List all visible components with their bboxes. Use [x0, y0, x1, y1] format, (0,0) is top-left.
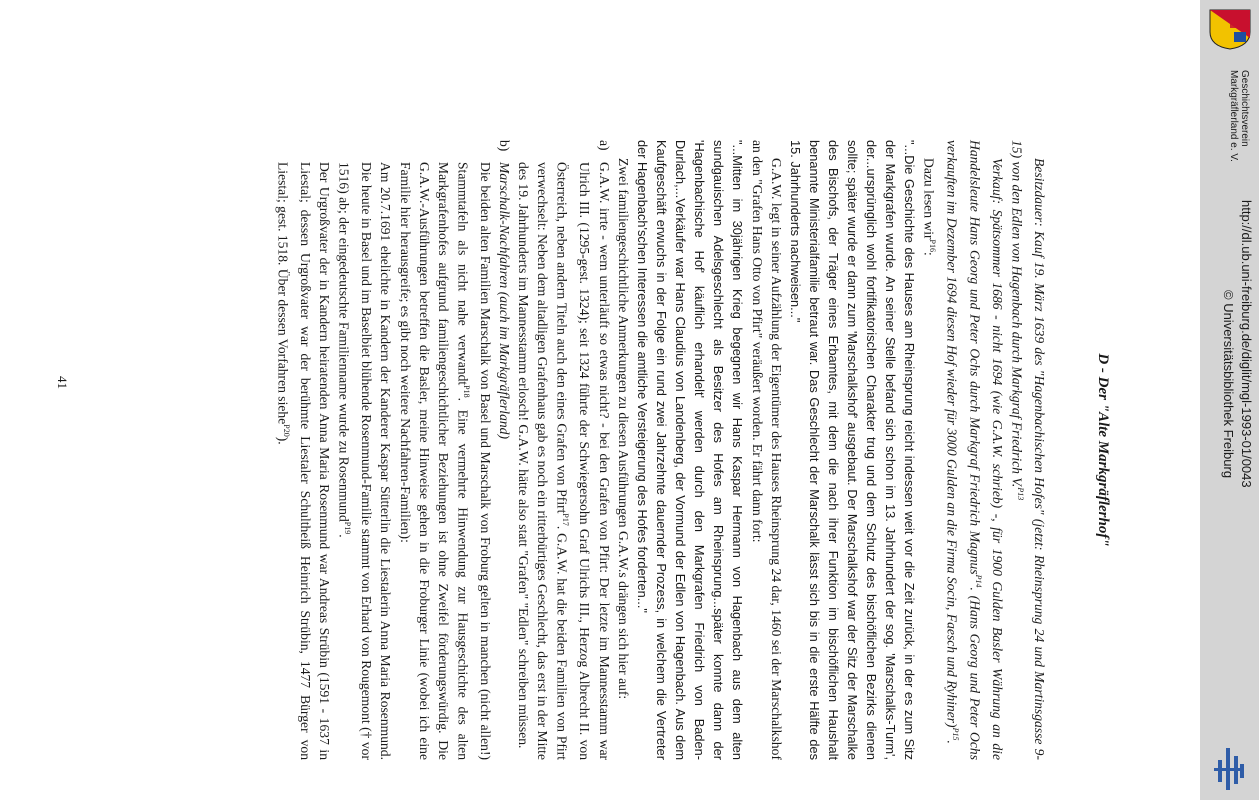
item-b-title: Marschalk-Nachfahren (auch im Markgräflerland): [497, 162, 513, 439]
coat-of-arms-logo: [1208, 8, 1252, 50]
paragraph-besitzdauer: Besitzdauer: Kauf 19. März 1639 des "Hagenbachischen Hofes" (jetzt: Rheinsprung 24 und Martinsgasse 9-15) von den Edlen von Hagenbach durch Markgraf Friedrich V.$^{P13}$: [1009, 140, 1047, 760]
source-url: http://dl.ub.uni-freiburg.de/diglit/mgl-1993-01/0043: [1239, 200, 1254, 488]
list-item-a: a) G.A.W. irrte - wem unterläuft so etwas nicht? - bei den Grafen von Pfirt: Der letzte im Mannesstamm war Ulrich III. (1295-gest. 1324); seit 1324 führte der Schwiegersohn Graf Ulrichs III., Herzog Albrecht II. von Österreich, neben andern Titeln auch den eines Grafen von Pfirt$^{P17}$. G.A.W. hat die beiden Familien von Pfirt verwechselt: Neben dem altadligen Grafenhaus gab es noch ein ritterbürtiges Geschlecht, das erst in der Mitte des 19. Jahrhunderts im Mannesstamm erlosch! G.A.W. hätte also statt "Grafen" "Edlen" schreiben müssen.: [516, 140, 612, 760]
sidebar-strip: [1200, 0, 1259, 800]
list-item-b: b) Marschalk-Nachfahren (auch im Markgräflerland) Die beiden alten Familien Marschalk von Basel und Marschalk von Froburg gelten in manchen (nicht allen!) Stammtafeln als nicht nahe verwandt$^{P18}$. Eine vermehrte Hinwendung zur Hausgeschichte des alten Markgrafenhofes aufgrund familiengeschichtlicher Beziehungen ist ohne Zweifel förderungswürdig. Die G.A.W.-Ausführungen betreffen die Basler, meine Hinweise gehen in die Froburger Linie (wobei ich eine Familie hier herausgreife; es gibt noch weitere Nachfahren-Familien): Am 20.7.1691 ehelichte in Kandern der Kanderer Kaspar Sütterlin die Liestalerin Anna Maria Rosenmund. Die heute in Basel und im Baselbiet blühende Rosenmund-Familie stammt von Erhard von Rougemont († vor 1516) ab; der eingedeutschte Familienname wurde zu Rosenmund$^{P19}$. Der Urgroßvater der in Kandern heiratenden Anna Maria Rosenmund war Andreas Strübin (1591 - 1637 in Liestal; dessen Urgroßvater war der berühmte Liestaler Schultheiß Heinrich Strübin, 1477 Bürger von Liestal; gest. 1518. Über dessen Vorfahren siehe$^{P20}$).: [275, 140, 513, 760]
copyright-text: © Universitätsbibliothek Freiburg: [1221, 290, 1236, 479]
quote-hagenbach: "...Mitten im 30jährigen Krieg begegnen wir Hans Kaspar Hermann von Hagenbach aus dem alten sundgauischen Adelsgeschlecht als Besitzer des Hofes am Rheinsprung...später konnte dann der 'Hagenbachische Hof' käuflich erhandelt' werden durch den Markgrafen Friedrich von Baden-Durlach,...Verkäufer war Hans Claudius von Landenberg, der Vormund der Edlen von Hagenbach. Aus dem Kaufgeschäft erwuchs in der Folge ein rund zwei Jahrzehnte dauernder Prozess, in welchem die Vertreter der Hagenbach'schen Interessen die amtliche Versteigerung des Hofes forderten...": [634, 140, 746, 760]
paragraph-dazu: Dazu lesen wir$^{P16}$:: [921, 158, 938, 256]
quote-marschalkshof: "...Die Geschichte des Hauses am Rheinsprung reicht indessen weit vor die Zeit zurück, in der es zum Sitz der Markgrafen wurde. An seiner Stelle befand sich schon im 13. Jahrhundert der sog. 'Marschalks-Turm', der...ursprünglich wohl fortifikatorischen Charakter trug und dem Schutz des bischöflichen Bezirks dienen sollte; später wurde er dann zum 'Marschalkshof' ausgebaut. Der Marschalkshof war der Sitz der Marschalke des Bischofs, der Träger eines Erbamtes, mit dem die nach ihrer Funktion im bischöflichen Haushalt benannte Ministerialfamilie betraut war. Das Geschlecht der Marschalk lässt sich bis in die erste Hälfte des 15. Jahrhunderts nachweisen...": [787, 140, 918, 760]
society-name: Geschichtsverein Markgräflerland e. V.: [1228, 70, 1250, 162]
ub-freiburg-logo: [1212, 746, 1248, 792]
page-heading: D - Der "Alte Markgräflerhof": [1095, 353, 1111, 547]
paragraph-anmerkungen: Zwei familiengeschichtliche Anmerkungen zu diesen Ausführungen G.A.W.s drängen sich hier auf:: [615, 158, 631, 700]
paragraph-verkauf: Verkauf: Spätsommer 1686 - nicht 1694 (wie G.A.W. schrieb) -, für 1900 Gulden Basler Währung an die Handelsleute Hans Georg und Peter Ochs durch Markgraf Friedrich Magnus$^{P14}$. (Hans Georg und Peter Ochs verkauften im Dezember 1694 diesen Hof wieder für 3000 Gulden an die Firma Socin, Faesch und Ryhiner)$^{P15}$.: [944, 140, 1005, 760]
page-number: 41: [55, 376, 70, 389]
paragraph-gaw-aufzaehlung: G.A.W. legt in seiner Aufzählung der Eigentümer des Hauses Rheinsprung 24 dar, 1460 sei der Marschalkshof an den "Grafen Hans Otto von Pfirt" veräußert worden. Er fährt dann fort:: [749, 140, 784, 760]
